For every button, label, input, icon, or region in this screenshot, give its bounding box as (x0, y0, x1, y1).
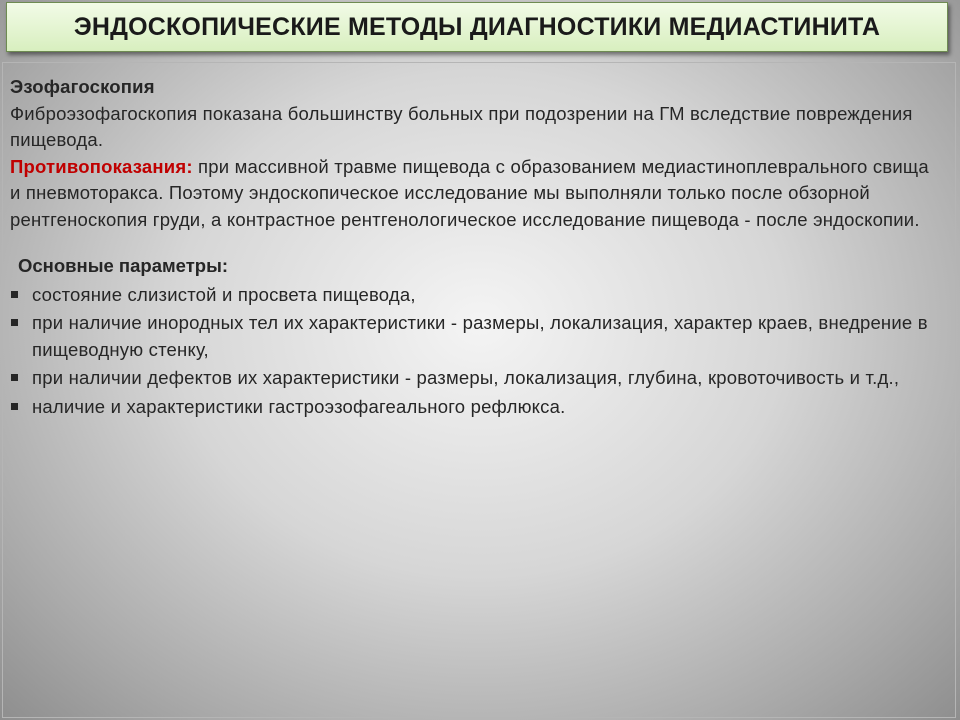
list-item (10, 282, 930, 309)
text-block (10, 74, 930, 420)
list-item-text: при наличие инородных тел их характеристики - размеры, локализация, характер краев, внедрение в пищеводную стенку, (32, 312, 928, 360)
params-heading: Основные параметры: (18, 255, 229, 276)
contraindications-text: при массивной травме пищевода с образованием медиастиноплеврального свища и пневмоторакса. Поэтому эндоскопическое исследование мы выполняли только после обзорной рентгеноскопия груди, а контрастное рентгенологическое исследование пищевода - после эндоскопии. (10, 155, 929, 230)
square-bullet-icon (11, 374, 18, 381)
title-bar (6, 2, 948, 52)
square-bullet-icon (11, 319, 18, 326)
list-item (10, 365, 930, 392)
list-item (10, 394, 930, 421)
list-item (10, 310, 930, 363)
intro-paragraph: Фиброэзофагоскопия показана большинству больных при подозрении на ГМ вследствие повреждения пищевода. (10, 102, 913, 150)
list-item-text: состояние слизистой и просвета пищевода, (32, 283, 416, 305)
section-heading: Эзофагоскопия (10, 76, 155, 97)
list-item-text: при наличии дефектов их характеристики - размеры, локализация, глубина, кровоточивость и т.д., (32, 367, 900, 388)
contraindications-paragraph (10, 154, 930, 234)
square-bullet-icon (11, 403, 18, 410)
contraindications-label: Противопоказания: (10, 155, 193, 177)
square-bullet-icon (11, 291, 18, 298)
list-item-text: наличие и характеристики гастроэзофагеального рефлюкса. (32, 395, 566, 417)
slide-title: ЭНДОСКОПИЧЕСКИЕ МЕТОДЫ ДИАГНОСТИКИ МЕДИАСТИНИТА (73, 12, 881, 41)
params-list (10, 282, 930, 421)
